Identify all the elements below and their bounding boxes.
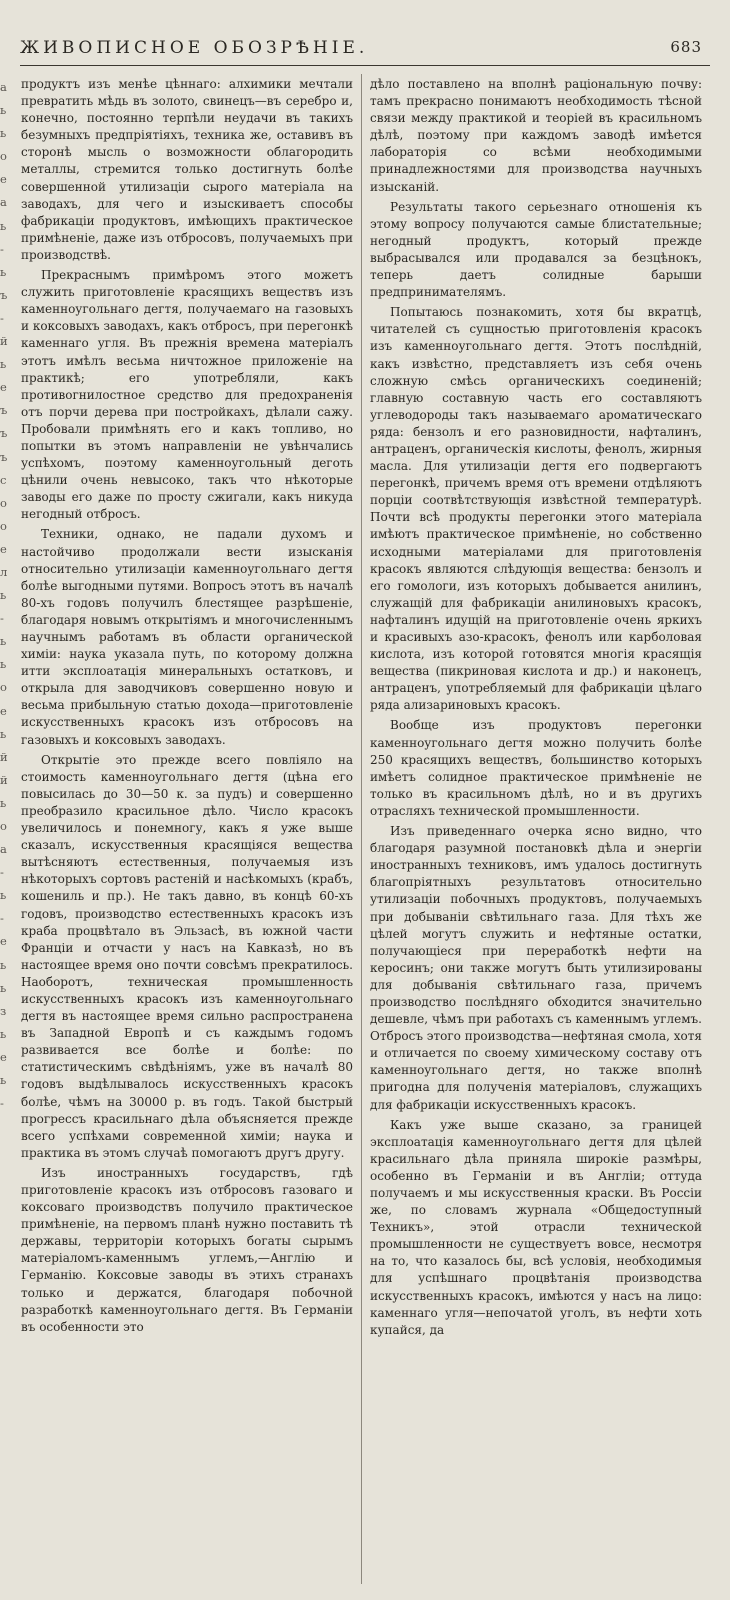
margin-letter: е [0,380,7,395]
margin-letter: ь [0,264,7,279]
page-number: 683 [670,38,702,56]
cut-off-left-margin [0,76,13,1576]
margin-letter: ь [0,103,7,118]
running-title: ЖИВОПИСНОЕ ОБОЗРѢНІЕ. [20,38,369,58]
left-paragraph: Прекраснымъ примѣромъ этого можетъ служить приготовленіе красящихъ веществъ изъ каменноугольнаго дегтя, получаемаго на газовыхъ и коксовыхъ заводахъ, какъ отбросъ, при перегонкѣ каменнаго угля. Въ прежнія времена матеріалъ этотъ имѣлъ весьма ничтожное приложеніе на практикѣ; его употребляли, какъ противогнилостное средство для предохраненія отъ порчи дерева при постройкахъ, дѣлали сажу. Пробовали примѣнять его и какъ топливо, но попытки въ этомъ направленіи не увѣнчались успѣхомъ, поэтому каменноугольный деготь цѣнили очень невысоко, такъ что нѣкоторые заводы его даже по просту сжигали, какъ никуда негодный отбросъ. [21,268,353,522]
margin-letter: ъ [0,449,8,464]
right-paragraph: Вообще изъ продуктовъ перегонки каменноугольнаго дегтя можно получить болѣе 250 красящихъ веществъ, большинство которыхъ имѣетъ солидное практическое примѣненіе не только въ красильномъ дѣлѣ, но и въ другихъ отрасляхъ технической промышленности. [370,718,702,818]
margin-letter: ь [0,634,7,649]
margin-letter: ь [0,588,7,603]
margin-letter: а [0,195,7,210]
left-paragraph: Техники, однако, не падали духомъ и настойчиво продолжали вести изысканія относительно утилизаціи каменноугольнаго дегтя болѣе выгодными путями. Вопросъ этотъ въ началѣ 80-хъ годовъ получилъ блестящее разрѣшеніе, благодаря новымъ открытіямъ и многочисленнымъ научнымъ работамъ въ области органической химіи: наука указала путь, по которому должна итти эксплоатація минеральныхъ остатковъ, и открыла для заводчиковъ совершенно новую и весьма прибыльную статью дохода—приготовленіе искусственныхъ красокъ изъ отбросовъ на газовыхъ и коксовыхъ заводахъ. [21,527,353,747]
margin-letter: ь [0,888,7,903]
margin-letter: ь [0,957,7,972]
margin-letter: - [0,911,4,926]
margin-letter: ъ [0,426,8,441]
column-divider [361,74,362,1584]
margin-letter: ь [0,726,7,741]
left-column [21,76,353,1581]
margin-letter: о [0,149,7,164]
margin-letter: с [0,472,7,487]
margin-letter: з [0,1003,7,1018]
margin-letter: ь [0,126,7,141]
margin-letter: ь [0,357,7,372]
margin-letter: ь [0,1026,7,1041]
margin-letter: ь [0,1073,7,1088]
margin-letter: ь [0,657,7,672]
margin-letter: л [0,564,8,579]
margin-letter: - [0,241,4,256]
right-paragraph: Результаты такого серьезнаго отношенія къ этому вопросу получаются самые блистательные; негодный продуктъ, который прежде выбрасывался или продавался за безцѣнокъ, теперь даетъ солидные барыши предпринимателямъ. [370,199,702,300]
margin-letter: е [0,1049,7,1064]
header-rule [20,65,710,66]
margin-letter: е [0,934,7,949]
margin-letter: е [0,703,7,718]
margin-letter: а [0,842,7,857]
right-paragraph: Попытаюсь познакомить, хотя бы вкратцѣ, читателей съ сущностью приготовленія красокъ изъ каменноугольнаго дегтя. Этотъ послѣдній, какъ извѣстно, представляетъ изъ себя очень сложную смѣсь органическихъ соединеній; главную составную часть его составляютъ углеводороды такъ называемаго ароматическаго ряда: бензолъ и его разновидности, нафталинъ, антраценъ, органическія кислоты, фенолъ, жирныя масла. Для утилизаціи дегтя его подвергаютъ перегонкѣ, причемъ время отъ времени отдѣляютъ порціи соотвѣтствующія извѣстной температурѣ. Почти всѣ продукты перегонки этого матеріала имѣютъ практическое примѣненіе, но собственно исходными матеріалами для приготовленія красокъ являются слѣдующія вещества: бензолъ и его гомологи, изъ которыхъ добывается анилинъ, служащій для фабрикаціи анилиновыхъ красокъ, нафталинъ идущій на приготовленіе очень яркихъ и красивыхъ азо-красокъ, фенолъ или карболовая кислота, изъ которой готовятся многія красящія вещества (пикриновая кислота и др.) и наконецъ, антраценъ, употребляемый для фабрикаціи цѣлаго ряда ализариновыхъ красокъ. [370,305,702,713]
margin-letter: й [0,334,8,349]
margin-letter: ь [0,795,7,810]
margin-letter: е [0,172,7,187]
right-column [370,76,702,1581]
margin-letter: - [0,310,4,325]
margin-letter: о [0,819,7,833]
right-paragraph: дѣло поставлено на вполнѣ раціональную почву: тамъ прекрасно понимаютъ необходимость тѣсной связи между практикой и теоріей въ красильномъ дѣлѣ, поэтому при каждомъ заводѣ имѣется лабораторія со всѣми необходимыми принадлежностями для производства научныхъ изысканій. [370,77,702,194]
margin-letter: ь [0,218,7,233]
margin-letter: ъ [0,403,8,418]
left-paragraph: Открытіе это прежде всего повліяло на стоимость каменноугольнаго дегтя (цѣна его повысилась до 30—50 к. за пудъ) и совершенно преобразило красильное дѣло. Число красокъ увеличилось и понемногу, какъ я уже выше сказалъ, искусственныя красящіяся вещества вытѣсняютъ естественныя, получаемыя изъ нѣкоторыхъ сортовъ растеній и насѣкомыхъ (крабъ, кошениль и пр.). Не такъ давно, въ концѣ 60-хъ годовъ, производство естественныхъ красокъ изъ краба процвѣтало въ Эльзасѣ, въ южной части Франціи и отчасти у насъ на Кавказѣ, но въ настоящее время оно почти совсѣмъ прекратилось. Наоборотъ, техническая промышленность искусственныхъ красокъ изъ каменноугольнаго дегтя въ настоящее время сильно распространена въ Западной Европѣ и съ каждымъ годомъ развивается все болѣе и болѣе: по статистическимъ свѣдѣніямъ, уже въ началѣ 80 годовъ выдѣлывалось искусственныхъ красокъ болѣе, чѣмъ на 30000 р. въ годъ. Такой быстрый прогрессъ красильнаго дѣла объясняется прежде всего успѣхами современной химіи; наука и практика въ этомъ случаѣ помогаютъ другъ другу. [21,752,353,1160]
margin-letter: й [0,772,8,787]
margin-letter: й [0,749,8,764]
margin-letter: - [0,1096,4,1111]
right-paragraph: Какъ уже выше сказано, за границей эксплоатація каменноугольнаго дегтя для цѣлей красильнаго дѣла приняла широкіе размѣры, особенно въ Германіи и въ Англіи; оттуда получаемъ и мы искусственныя краски. Въ Россіи же, по словамъ журнала «Общедоступный Техникъ», этой отрасли технической промышленности не существуетъ вовсе, несмотря на то, что казалось бы, всѣ условія, необходимыя для успѣшнаго процвѣтанія производства искусственныхъ красокъ, имѣются у насъ на лицо: каменнаго угля—непочатой уголъ, въ нефти хоть купайся, да [370,1117,702,1337]
margin-letter: о [0,680,7,695]
margin-letter: е [0,541,7,556]
right-paragraph: Изъ приведеннаго очерка ясно видно, что благодаря разумной постановкѣ дѣла и энергіи иностранныхъ техниковъ, имъ удалось достигнуть благопріятныхъ результатовъ относительно утилизаціи побочныхъ продуктовъ, получаемыхъ при добываніи свѣтильнаго газа. Для тѣхъ же цѣлей могутъ служить и нефтяные остатки, получающіеся при переработкѣ нефти на керосинъ; они также могутъ быть утилизированы для добыванія свѣтильнаго газа, причемъ производство послѣдняго обходится значительно дешевле, чѣмъ при работахъ съ каменнымъ углемъ. Отбросъ этого производства—нефтяная смола, хотя и отличается по своему химическому составу отъ каменноугольнаго дегтя, но также вполнѣ пригодна для полученія матеріаловъ, служащихъ для фабрикаціи искусственныхъ красокъ. [370,824,702,1112]
margin-letter: а [0,80,7,94]
margin-letter: - [0,865,4,880]
margin-letter: о [0,495,7,510]
page-header [20,32,710,66]
margin-letter: - [0,611,4,626]
left-paragraph: Изъ иностранныхъ государствъ, гдѣ приготовленіе красокъ изъ отбросовъ газоваго и коксоваго производствъ получило практическое примѣненіе, на первомъ планѣ нужно поставить тѣ державы, территоріи которыхъ богаты сырымъ матеріаломъ-каменнымъ углемъ,—Англію и Германію. Коксовые заводы въ этихъ странахъ только и держатся, благодаря побочной разработкѣ каменноугольнаго дегтя. Въ Германіи въ особенности это [21,1165,353,1334]
margin-letter: ь [0,980,7,995]
margin-letter: ъ [0,287,8,302]
left-paragraph: продуктъ изъ менѣе цѣннаго: алхимики мечтали превратить мѣдь въ золото, свинецъ—въ серебро и, конечно, постоянно терпѣли неудачи въ такихъ безумныхъ предпріятіяхъ, техника же, оставивъ въ сторонѣ мысль о возможности облагородить металлы, стремится только достигнуть болѣе совершенной утилизаціи сырого матеріала на заводахъ, для чего и изыскиваетъ способы фабрикаціи продуктовъ, имѣющихъ практическое примѣненіе, даже изъ отбросовъ, получаемыхъ при производствѣ. [21,77,353,262]
margin-letter: о [0,518,7,533]
